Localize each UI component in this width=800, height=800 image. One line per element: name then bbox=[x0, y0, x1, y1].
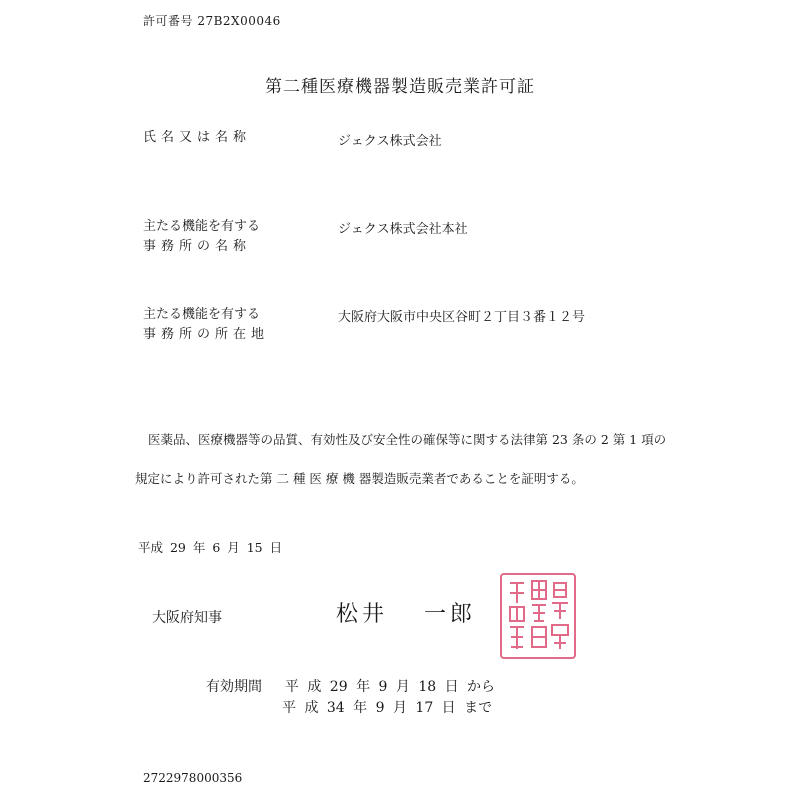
seal-icon bbox=[502, 575, 574, 657]
serial-number: 2722978000356 bbox=[143, 771, 243, 785]
validity-to: 平 成 34 年 9 月 17 日 まで bbox=[282, 700, 493, 716]
field-label-line: 主たる機能を有する bbox=[143, 307, 261, 322]
issuer-given-name: 一郎 bbox=[424, 602, 477, 627]
issue-date: 平成 29 年 6 月 15 日 bbox=[138, 540, 283, 555]
field-label-line: 事務所の所在地 bbox=[143, 327, 270, 342]
certification-text-line-1: 医薬品、医療機器等の品質、有効性及び安全性の確保等に関する法律第 23 条の 2 第 1 項の bbox=[148, 432, 667, 447]
document-title: 第二種医療機器製造販売業許可証 bbox=[265, 77, 535, 97]
field-label-name bbox=[143, 128, 251, 148]
field-label-office-address bbox=[143, 305, 269, 345]
field-value-office-name: ジェクス株式会社本社 bbox=[338, 222, 468, 237]
field-label-office-name bbox=[143, 217, 260, 257]
field-label-line: 氏名又は名称 bbox=[143, 130, 252, 145]
field-value-office-address: 大阪府大阪市中央区谷町２丁目３番１２号 bbox=[338, 310, 586, 325]
validity-label: 有効期間 bbox=[206, 679, 262, 695]
issuer-title: 大阪府知事 bbox=[152, 610, 222, 626]
issuer-name bbox=[336, 597, 476, 628]
certification-text-line-2: 規定により許可された第 二 種 医 療 機 器製造販売業者であることを証明する。 bbox=[135, 471, 584, 486]
field-label-line: 主たる機能を有する bbox=[143, 219, 261, 234]
permit-number: 許可番号 27B2X00046 bbox=[143, 14, 281, 28]
official-seal bbox=[500, 573, 576, 659]
issuer-surname: 松井 bbox=[336, 602, 389, 627]
validity-from: 平 成 29 年 9 月 18 日 から bbox=[284, 679, 496, 695]
field-value-name: ジェクス株式会社 bbox=[338, 134, 442, 149]
field-label-line: 事務所の名称 bbox=[143, 239, 252, 254]
validity-line-from bbox=[206, 676, 495, 696]
